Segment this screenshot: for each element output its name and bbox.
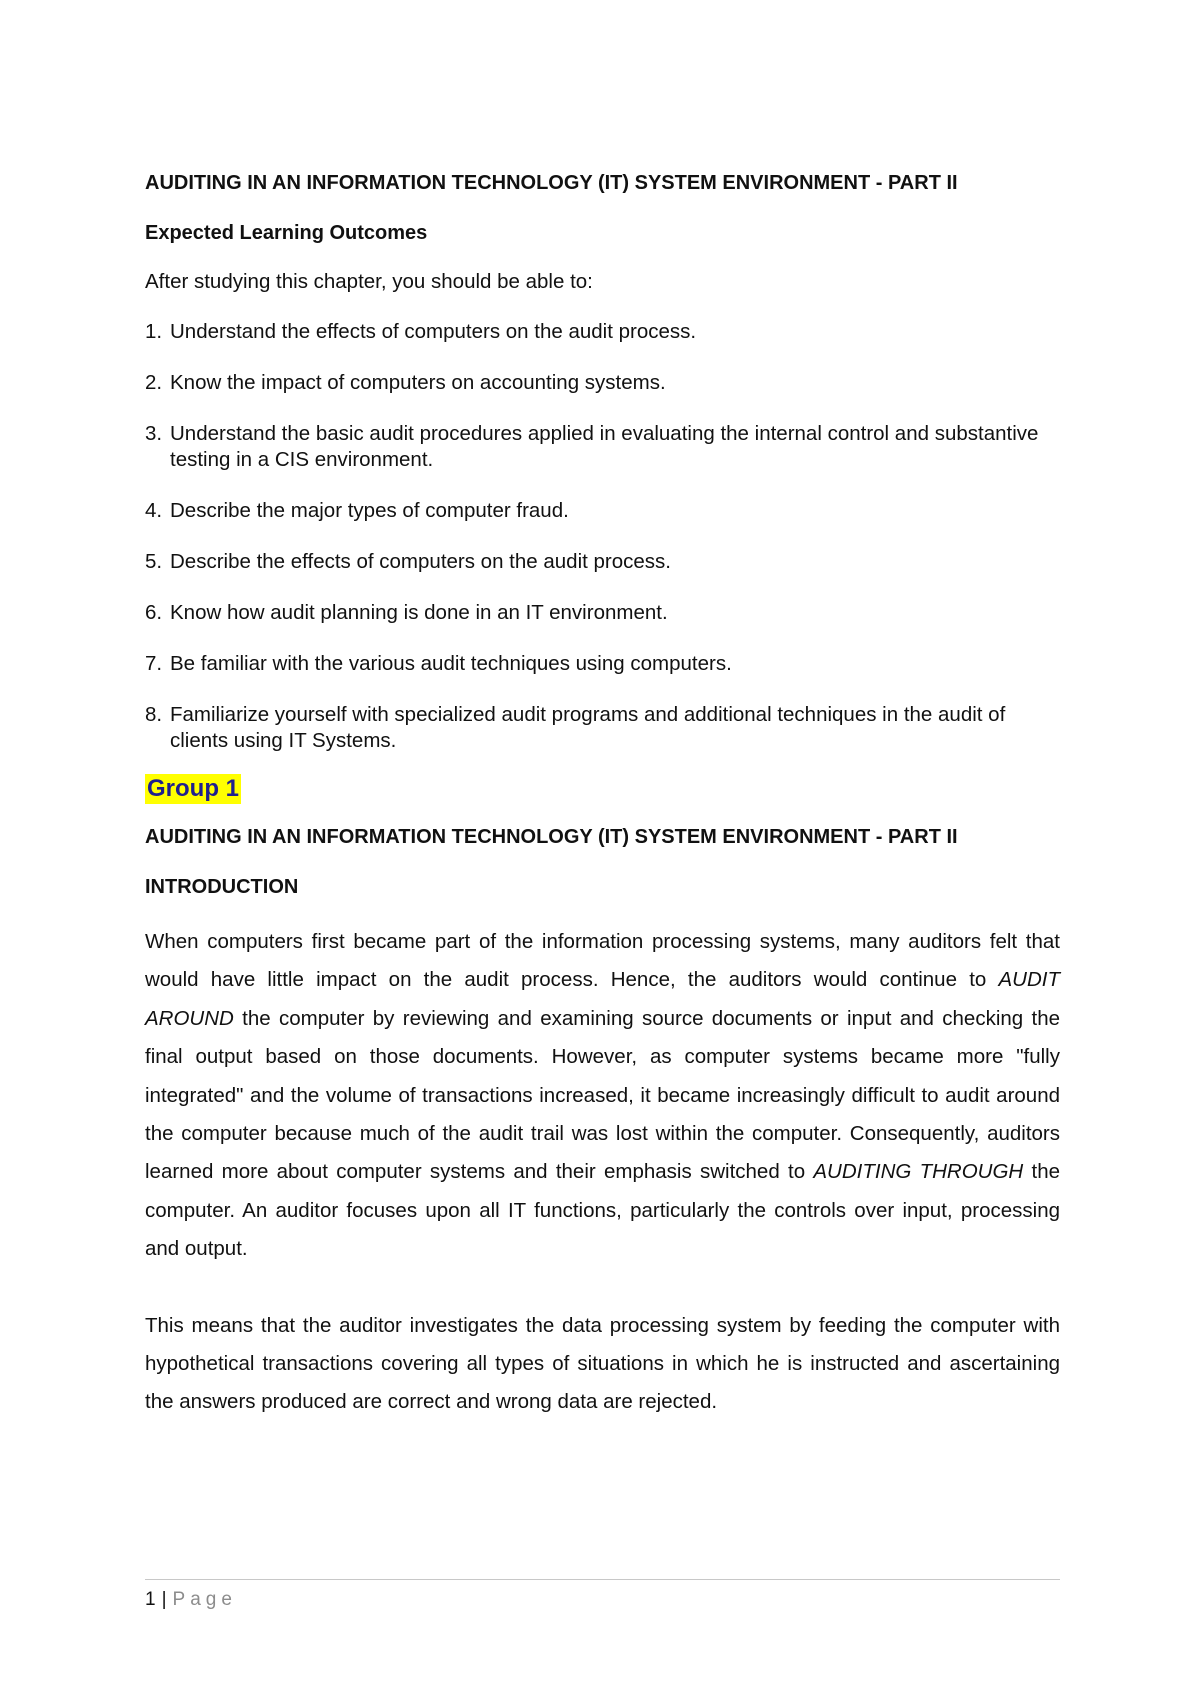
paragraph-text: the computer by reviewing and examining source documents or input and checking the final output based on those documents. However, as computer systems became more "fully integrated" and the volume of transactions increased, it became increasingly difficult to audit around the computer because much of the audit trail was lost within the computer. Consequently, auditors learned more about computer systems and their emphasis switched to: [145, 1006, 1060, 1184]
list-item: [145, 702, 1060, 754]
list-text: Understand the basic audit procedures applied in evaluating the internal control and substantive testing in a CIS environment.: [170, 422, 1039, 471]
list-number: 1.: [145, 320, 163, 343]
list-text: Know how audit planning is done in an IT environment.: [170, 601, 668, 624]
group-label-wrapper: [145, 774, 1060, 824]
list-number: 5.: [145, 550, 163, 573]
list-text: Be familiar with the various audit techniques using computers.: [170, 652, 732, 675]
page-number: 1: [145, 1589, 156, 1610]
list-text: Describe the major types of computer fraud.: [170, 499, 569, 522]
list-number: 2.: [145, 371, 163, 394]
paragraph-text: When computers first became part of the information processing systems, many auditors felt that would have little impact on the audit process. Hence, the auditors would continue to: [145, 930, 1060, 992]
section-title: AUDITING IN AN INFORMATION TECHNOLOGY (IT) SYSTEM ENVIRONMENT - PART II: [145, 826, 958, 848]
document-title: AUDITING IN AN INFORMATION TECHNOLOGY (IT) SYSTEM ENVIRONMENT - PART II: [145, 172, 958, 194]
group-label-highlight: Group 1: [147, 775, 240, 802]
list-item: [145, 651, 1060, 677]
introduction-paragraph: [145, 923, 1060, 1269]
list-text: Familiarize yourself with specialized audit programs and additional techniques in the audit of clients using IT Systems.: [170, 703, 1006, 752]
list-item: [145, 319, 1060, 345]
list-number: 8.: [145, 703, 163, 726]
list-item: [145, 549, 1060, 575]
paragraph-text: the computer. An auditor focuses upon all IT functions, particularly the controls over input, processing and output.: [145, 1160, 1060, 1261]
emphasis-auditing-through: AUDITING THROUGH: [813, 1160, 1024, 1184]
outcomes-list: [145, 319, 1060, 754]
list-text: Know the impact of computers on accounting systems.: [170, 371, 666, 394]
list-number: 4.: [145, 499, 163, 522]
list-number: 3.: [145, 422, 163, 445]
introduction-heading: INTRODUCTION: [145, 876, 299, 898]
footer-divider: [145, 1579, 1060, 1580]
footer-separator: |: [161, 1589, 167, 1610]
page-label: Page: [172, 1589, 237, 1610]
list-text: Describe the effects of computers on the audit process.: [170, 550, 671, 573]
list-item: [145, 370, 1060, 396]
list-item: [145, 600, 1060, 626]
second-paragraph: This means that the auditor investigates the data processing system by feeding the computer with hypothetical transactions covering all types of situations in which he is instructed and ascertaining the answers produced are correct and wrong data are rejected.: [145, 1313, 1060, 1414]
list-text: Understand the effects of computers on the audit process.: [170, 320, 697, 343]
list-number: 6.: [145, 601, 163, 624]
document-page: [145, 170, 1060, 1460]
list-number: 7.: [145, 652, 163, 675]
intro-text: After studying this chapter, you should be able to:: [145, 270, 593, 293]
list-item: [145, 421, 1060, 473]
emphasis-audit-around: AUDIT AROUND: [145, 968, 1060, 1030]
outcomes-heading: Expected Learning Outcomes: [145, 222, 428, 244]
list-item: [145, 498, 1060, 524]
page-footer: [145, 1587, 237, 1613]
